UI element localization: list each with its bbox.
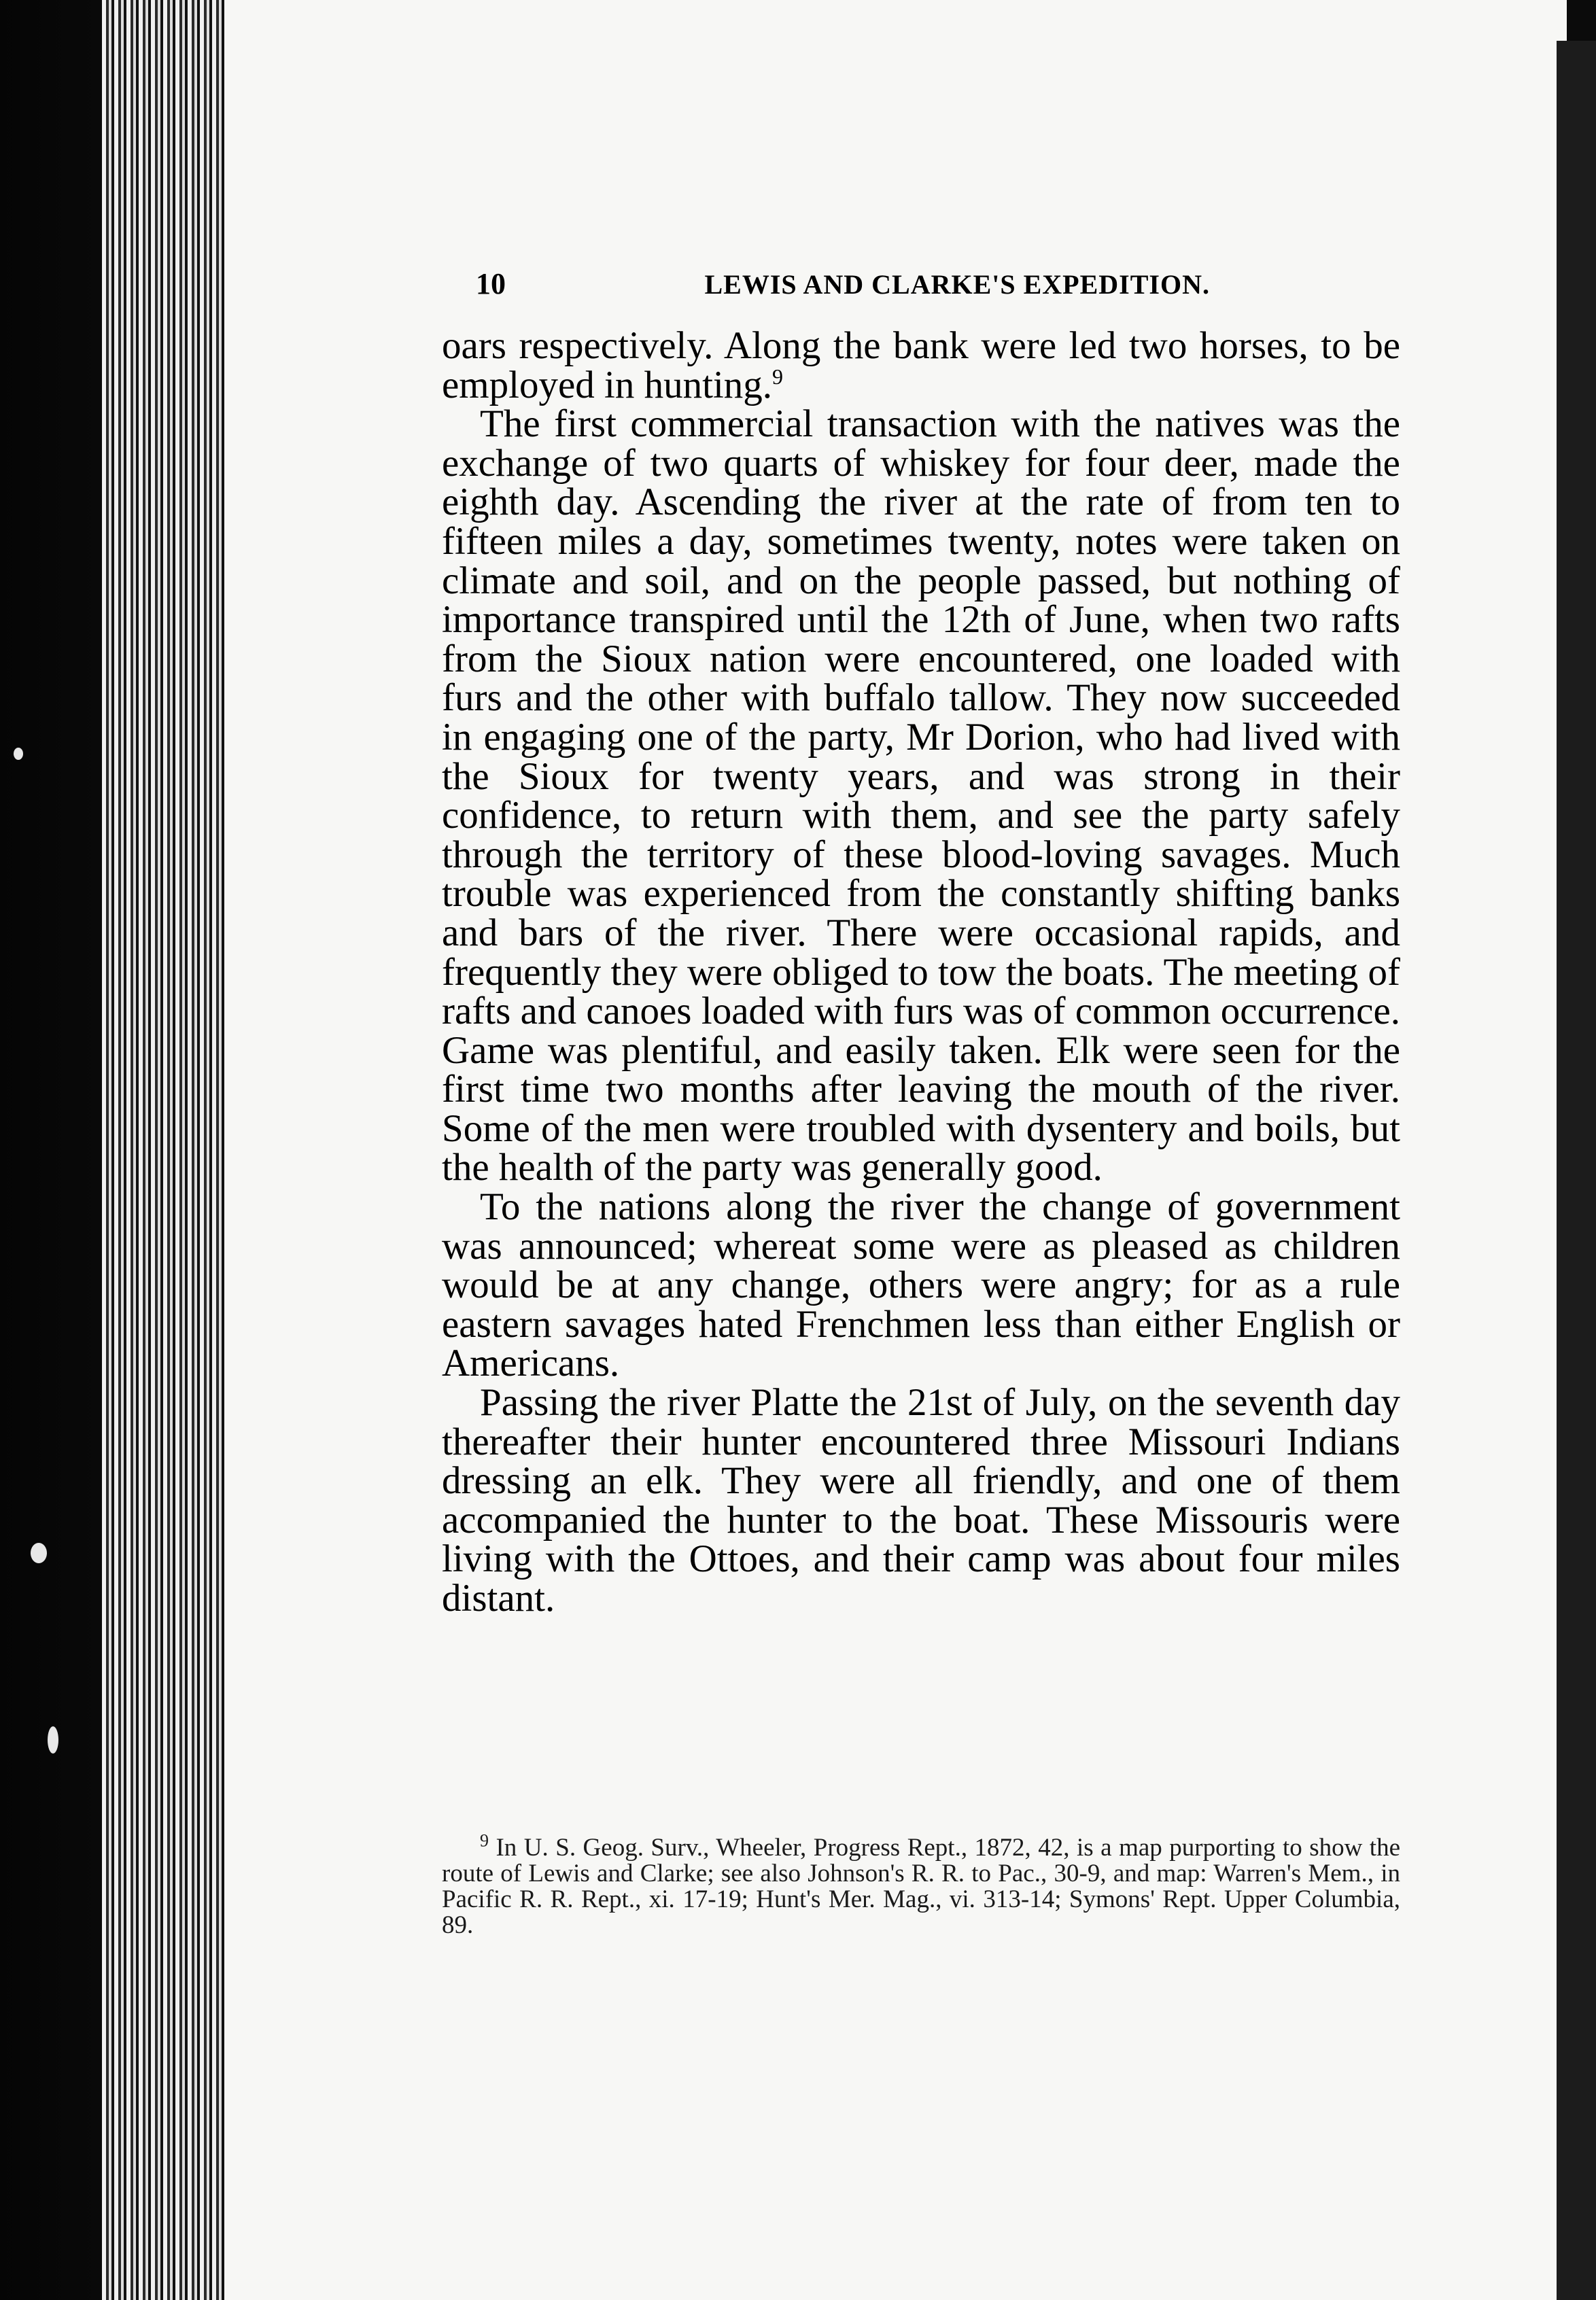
paragraph bbox=[442, 326, 1400, 404]
paragraph: Passing the river Platte the 21st of July, on the seventh day thereafter their hunter encountered three Missouri Indians dressing an elk. They were all friendly, and one of them accompanied the hunter to the boat. These Missouris were living with the Ottoes, and their camp was about four miles distant. bbox=[442, 1381, 1400, 1620]
book-page-edges bbox=[102, 0, 238, 2300]
scan-speck bbox=[48, 1726, 58, 1754]
footnote-text: In U. S. Geog. Surv., Wheeler, Progress Rept., 1872, 42, is a map purporting to show the route of Lewis and Clarke; see also Johnson's R. R. to Pac., 30-9, and map: Warren's Mem., in Pacific R. R. Rept., xi. 17-19; Hunt's Mer. Mag., vi. 313-14; Symons' Rept. Upper Columbia, 89. bbox=[442, 1834, 1401, 1939]
running-head-title: LEWIS AND CLARKE'S EXPEDITION. bbox=[704, 269, 1210, 300]
footnotes bbox=[442, 1830, 1401, 1939]
paragraph: The first commercial transaction with the natives was the exchange of two quarts of whiskey for four deer, made the eighth day. Ascending the river at the rate of from ten to fifteen miles a day, sometimes twenty, notes were taken on climate and soil, and on the people passed, but nothing of importance transpired until the 12th of June, when two rafts from the Sioux nation were encountered, one loaded with furs and the other with buffalo tallow. They now succeeded in engaging one of the party, Mr Dorion, who had lived with the Sioux for twenty years, and was strong in their confidence, to return with them, and see the party safely through the territory of these blood-loving savages. Much trouble was experienced from the constantly shifting banks and bars of the river. There were occasional rapids, and frequently they were obliged to tow the boats. The meeting of rafts and canoes loaded with furs was of common occurrence. Game was plentiful, and easily taken. Elk were seen for the first time two months after leaving the mouth of the river. Some of the men were troubled with dysentery and boils, but the health of the party was generally good. bbox=[442, 402, 1400, 1189]
body-text bbox=[442, 326, 1400, 1618]
footnote-number: 9 bbox=[480, 1830, 489, 1851]
paragraph: To the nations along the river the change of government was announced; whereat some were as pleased as children would be at any change, others were angry; for as a rule eastern savages hated Frenchmen less than either English or Americans. bbox=[442, 1185, 1400, 1385]
paragraph-text: oars respectively. Along the bank were led two horses, to be employed in hunting. bbox=[442, 324, 1400, 406]
footnote-reference: 9 bbox=[772, 364, 784, 389]
scan-right-shadow bbox=[1557, 41, 1596, 2300]
running-head bbox=[476, 266, 1210, 301]
scan-speck bbox=[31, 1543, 47, 1563]
scan-speck bbox=[14, 748, 23, 760]
footnote bbox=[442, 1830, 1401, 1939]
page-number: 10 bbox=[476, 267, 506, 300]
